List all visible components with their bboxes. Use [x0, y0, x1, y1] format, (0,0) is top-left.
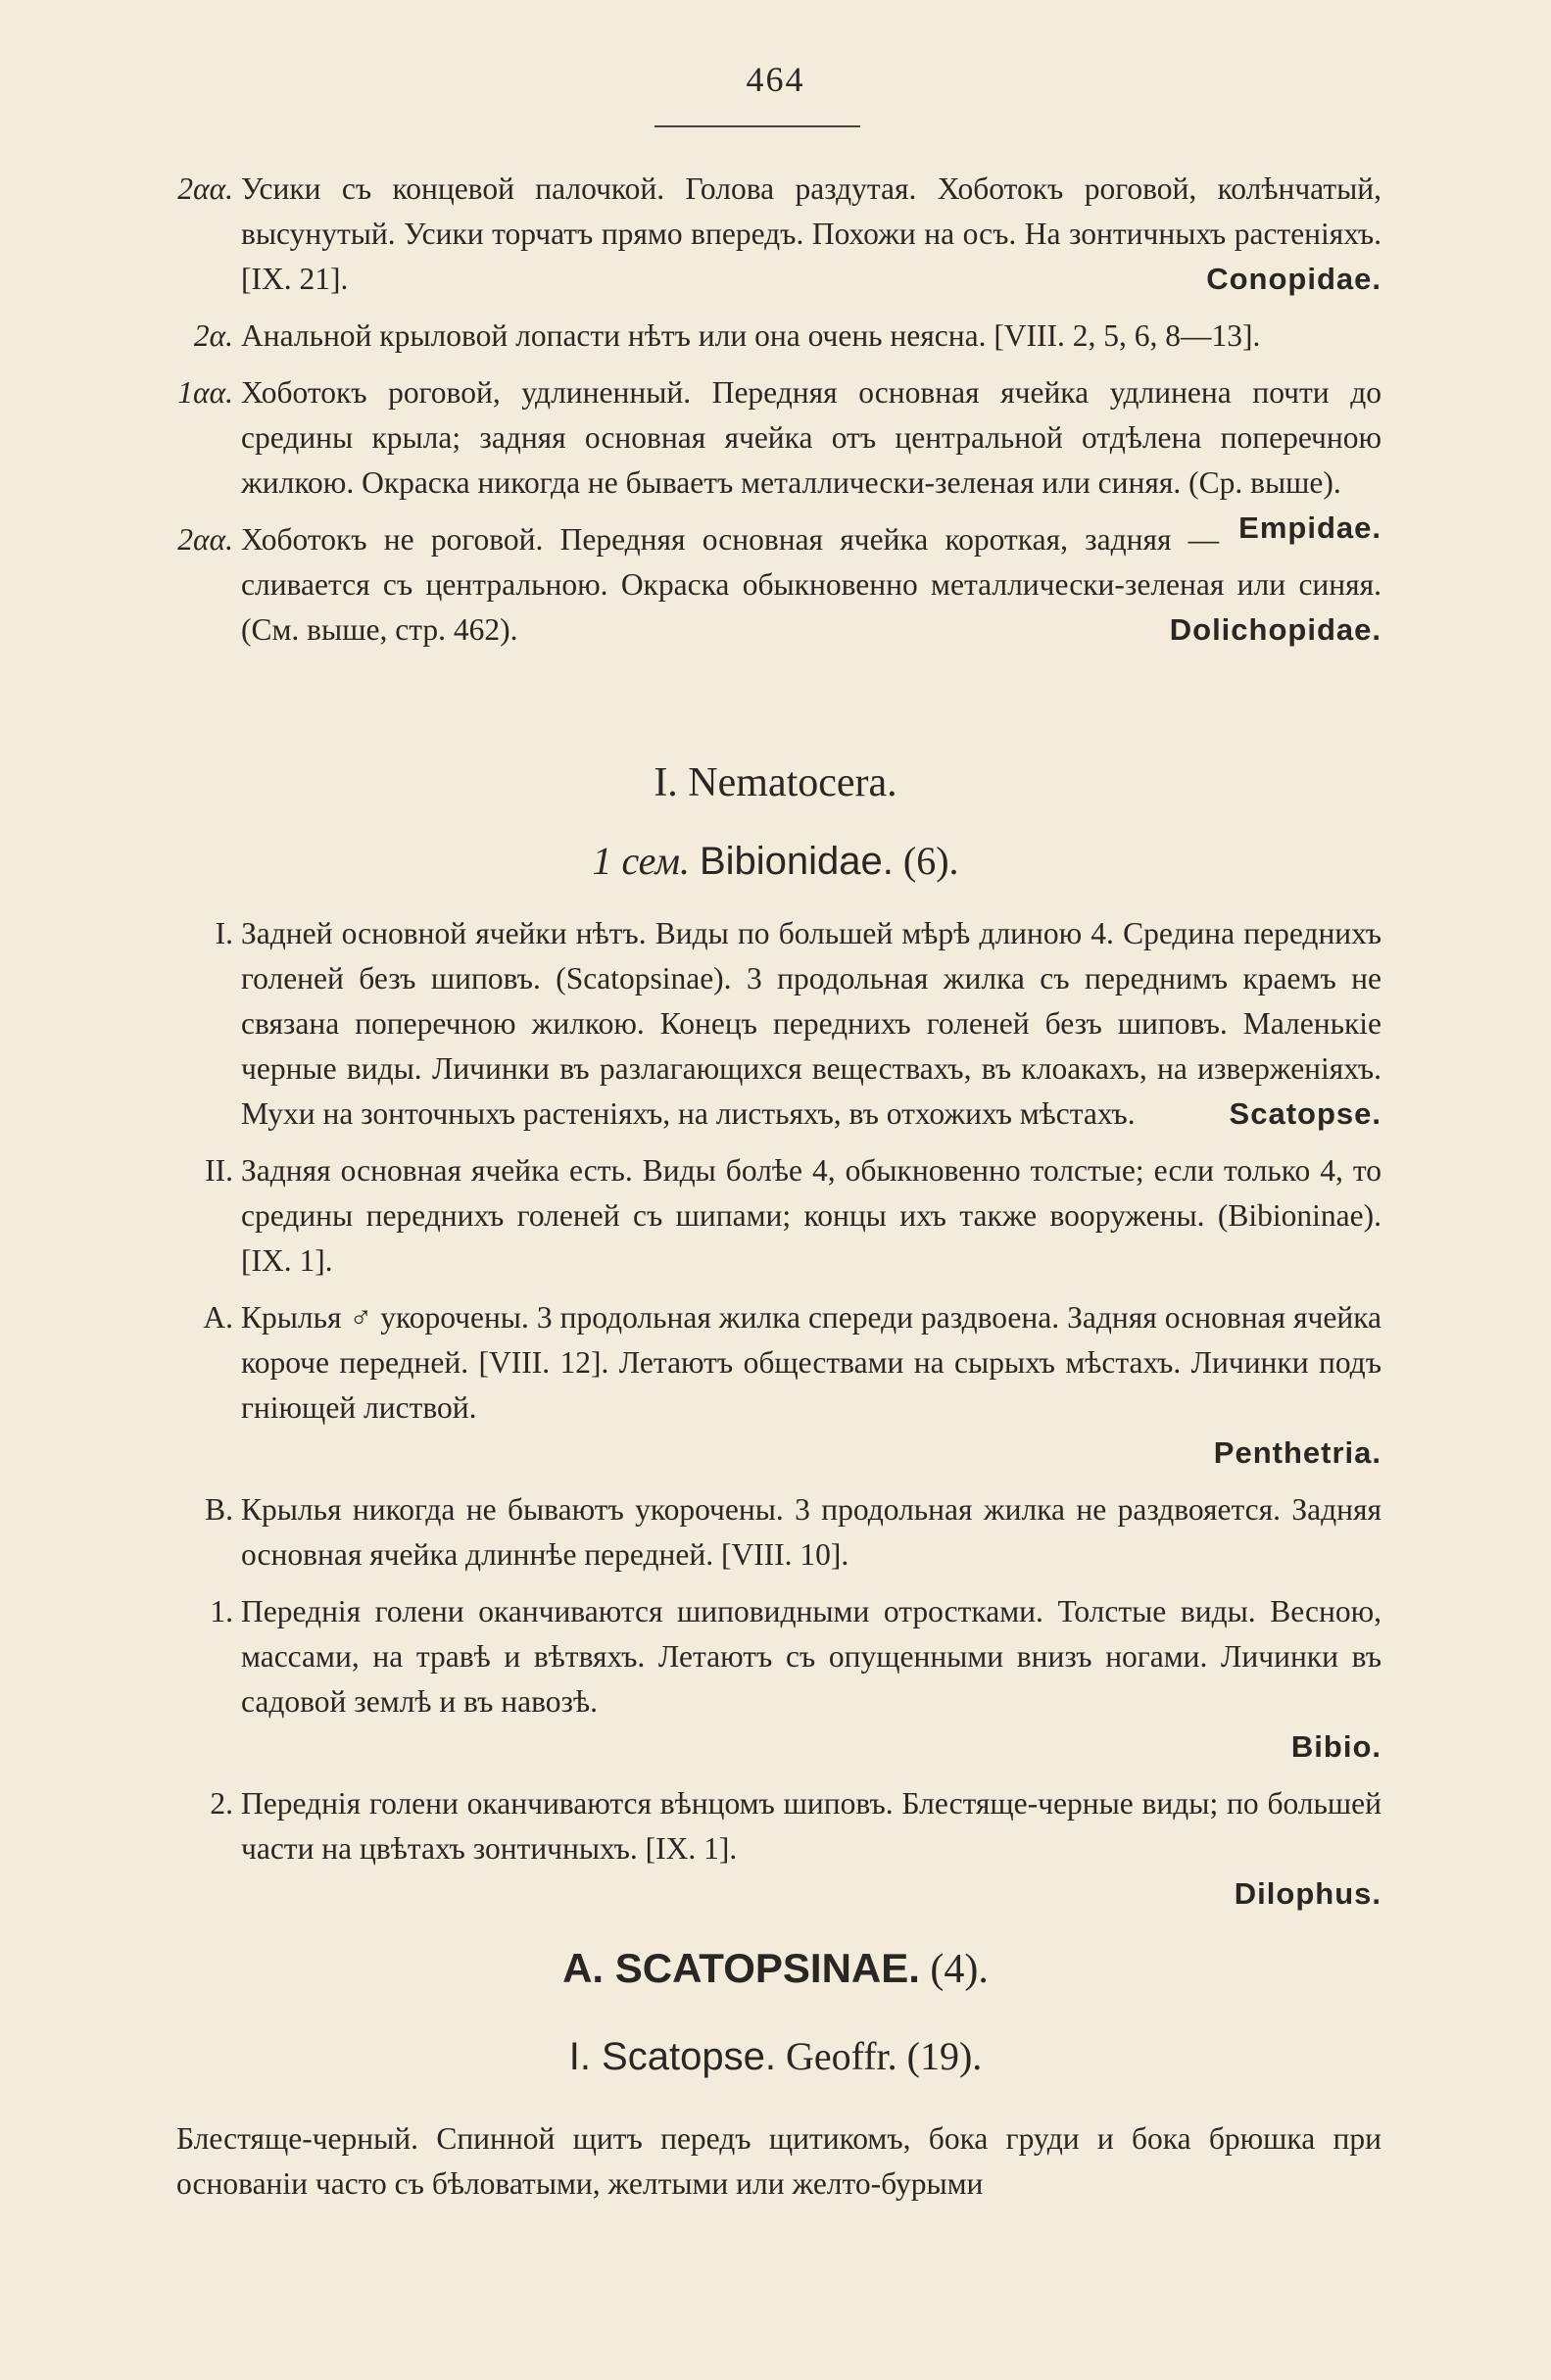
- subfamily-count: (4).: [930, 1947, 989, 1992]
- entry-text: Крылья никогда не бываютъ укорочены. 3 продольная жилка не раздвояется. Задняя основная ячейка длиннѣе передней. [VIII. 10].: [241, 1492, 1381, 1572]
- entry-label: 2αα.: [177, 171, 233, 206]
- entry-label: 1.: [210, 1594, 233, 1628]
- family-heading: [0, 838, 1551, 884]
- entry-label: 2αα.: [177, 522, 233, 557]
- entry-text: Хоботокъ не роговой. Передняя основная ячейка короткая, задняя — сливается съ центральною. Окраска обыкновенно металлически-зеленая или синяя. (См. выше, стр. 462).: [241, 522, 1381, 647]
- genus-count: (19).: [906, 2034, 983, 2078]
- key-entries-top: [176, 167, 1381, 664]
- key-entries-family: [176, 911, 1381, 1928]
- key-entry: [176, 167, 1381, 302]
- entry-label: A.: [203, 1300, 233, 1335]
- entry-text: Усики съ концевой палочкой. Голова раздутая. Хоботокъ роговой, колѣнчатый, высунутый. Усики торчатъ прямо впередъ. Похожи на осъ. На зонтичныхъ растеніяхъ. [IX. 21].: [241, 171, 1381, 296]
- entry-text: Задней основной ячейки нѣтъ. Виды по большей мѣрѣ длиною 4. Средина переднихъ голеней безъ шиповъ. (Scatopsinae). 3 продольная жилка съ переднимъ краемъ не связана поперечною жилкою. Конецъ переднихъ голеней безъ шиповъ. Маленькіе черные виды. Личинки въ разлагающихся веществахъ, въ клоакахъ, на изверженіяхъ. Мухи на зонточныхъ растеніяхъ, на листьяхъ, въ отхожихъ мѣстахъ.: [241, 916, 1381, 1131]
- header-rule: [654, 125, 860, 127]
- taxon-name: Dolichopidae.: [1169, 612, 1381, 647]
- key-entry: [176, 1487, 1381, 1578]
- genus-heading: [0, 2033, 1551, 2079]
- entry-text: Крылья ♂ укорочены. 3 продольная жилка спереди раздвоена. Задняя основная ячейка короче передней. [VIII. 12]. Летаютъ обществами на сырыхъ мѣстахъ. Личинки подъ гніющей листвой.: [241, 1300, 1381, 1425]
- genus-author: Geoffr.: [785, 2034, 897, 2078]
- taxon-name: Conopidae.: [1206, 262, 1381, 296]
- family-count: (6).: [902, 839, 959, 883]
- entry-text: Переднія голени оканчиваются шиповидными отростками. Толстые виды. Весною, массами, на травѣ и вѣтвяхъ. Летаютъ съ опущенными внизъ ногами. Личинки въ садовой землѣ и въ навозѣ.: [241, 1594, 1381, 1719]
- entry-text: Задняя основная ячейка есть. Виды болѣе 4, обыкновенно толстые; если только 4, то средины переднихъ голеней съ шипами; концы ихъ также вооружены. (Bibioninae). [IX. 1].: [241, 1153, 1381, 1278]
- entry-label: II.: [205, 1153, 233, 1188]
- key-entry: [176, 1295, 1381, 1476]
- key-entry: [176, 517, 1381, 653]
- entry-text: Хоботокъ роговой, удлиненный. Передняя основная ячейка удлинена почти до средины крыла; задняя основная ячейка отъ центральной отдѣлена поперечною жилкою. Окраска никогда не бываетъ металлически-зеленая или синяя. (Ср. выше).: [241, 375, 1381, 500]
- family-number: 1: [592, 839, 612, 883]
- entry-label: B.: [205, 1492, 233, 1527]
- entry-label: 2.: [210, 1786, 233, 1821]
- taxon-name: Scatopse.: [1229, 1096, 1381, 1131]
- taxon-name: Bibio.: [1290, 1729, 1381, 1764]
- entry-label: 2α.: [193, 318, 233, 353]
- section-heading: I. Nematocera.: [654, 760, 897, 805]
- taxon-name: Empidae.: [1238, 510, 1381, 545]
- family-name: Bibionidae.: [699, 840, 894, 883]
- taxon-name: Penthetria.: [1213, 1435, 1381, 1470]
- entry-label: 1αα.: [177, 375, 233, 410]
- genus-name: I. Scatopse.: [568, 2035, 776, 2078]
- key-entry: [176, 314, 1381, 359]
- family-word: сем.: [621, 839, 690, 883]
- entry-text: Анальной крыловой лопасти нѣтъ или она очень неясна. [VIII. 2, 5, 6, 8—13].: [241, 318, 1261, 353]
- closing-paragraph: Блестяще-черный. Спинной щитъ передъ щитикомъ, бока груди и бока брюшка при основаніи часто съ бѣловатыми, желтыми или желто-бурыми: [176, 2121, 1381, 2201]
- page-number: 464: [746, 60, 805, 99]
- entry-label: I.: [215, 916, 233, 950]
- entry-text: Переднія голени оканчиваются вѣнцомъ шиповъ. Блестяще-черные виды; по большей части на цвѣтахъ зонтичныхъ. [IX. 1].: [241, 1786, 1381, 1866]
- taxon-name: Dilophus.: [1234, 1876, 1381, 1911]
- key-entry: [176, 1589, 1381, 1770]
- key-entry: [176, 1781, 1381, 1917]
- subfamily-heading: [0, 1945, 1551, 1993]
- key-entry: [176, 911, 1381, 1137]
- subfamily-name: A. SCATOPSINAE.: [562, 1945, 920, 1991]
- key-entry: [176, 1148, 1381, 1284]
